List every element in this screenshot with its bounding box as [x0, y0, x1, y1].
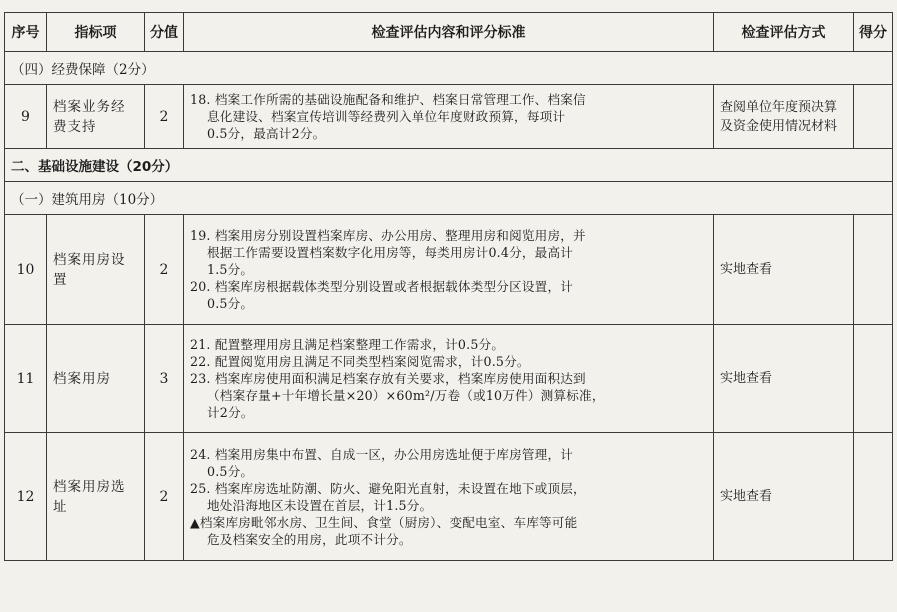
content-line: 0.5分。 [207, 296, 254, 311]
row-item: 档案用房选址 [47, 433, 145, 561]
section-row-infra [5, 149, 893, 182]
row-item: 档案用房 [47, 325, 145, 433]
row-defscore [854, 433, 893, 561]
table-row [5, 433, 893, 561]
row-score: 2 [145, 85, 184, 149]
content-line: 23. 档案库房使用面积满足档案存放有关要求，档案库房使用面积达到 [190, 371, 586, 386]
row-defscore [854, 85, 893, 149]
content-line: 息化建设、档案宣传培训等经费列入单位年度财政预算，每项计 [207, 109, 566, 124]
content-line: 1.5分。 [207, 262, 254, 277]
content-line: 危及档案安全的用房，此项不计分。 [207, 531, 412, 547]
section-title: （一）建筑用房（10分） [5, 182, 893, 215]
row-method: 实地查看 [714, 325, 854, 433]
content-line: 20. 档案库房根据载体类型分别设置或者根据载体类型分区设置，计 [190, 279, 574, 294]
table-row [5, 215, 893, 325]
table-row [5, 85, 893, 149]
content-line: （档案存量+十年增长量×20）×60m²/万卷（或10万件）测算标准， [207, 388, 605, 403]
header-seq: 序号 [5, 13, 47, 52]
content-line: 22. 配置阅览用房且满足不同类型档案阅览需求，计0.5分。 [190, 354, 530, 369]
row-seq: 12 [5, 433, 47, 561]
row-content [184, 433, 714, 561]
row-content [184, 215, 714, 325]
header-row [5, 13, 893, 52]
row-method: 查阅单位年度预决算及资金使用情况材料 [714, 85, 854, 149]
row-item: 档案业务经费支持 [47, 85, 145, 149]
content-line: 21. 配置整理用房且满足档案整理工作需求，计0.5分。 [190, 337, 505, 352]
row-seq: 10 [5, 215, 47, 325]
content-line: 18. 档案工作所需的基础设施配备和维护、档案日常管理工作、档案信 [190, 92, 586, 107]
row-seq: 9 [5, 85, 47, 149]
content-line: 计2分。 [207, 405, 254, 420]
row-method: 实地查看 [714, 215, 854, 325]
row-score: 2 [145, 433, 184, 561]
table-row [5, 325, 893, 433]
content-line: 0.5分。 [207, 463, 254, 479]
evaluation-table [4, 12, 893, 561]
section-row-building [5, 182, 893, 215]
header-method: 检查评估方式 [714, 13, 854, 52]
row-defscore [854, 215, 893, 325]
header-content: 检查评估内容和评分标准 [184, 13, 714, 52]
header-item: 指标项 [47, 13, 145, 52]
content-line: ▲档案库房毗邻水房、卫生间、食堂（厨房）、变配电室、车库等可能 [190, 514, 578, 530]
content-line: 24. 档案用房集中布置、自成一区，办公用房选址便于库房管理，计 [190, 446, 574, 462]
section-row-funding [5, 52, 893, 85]
content-line: 25. 档案库房选址防潮、防火、避免阳光直射，未设置在地下或顶层， [190, 480, 586, 496]
row-seq: 11 [5, 325, 47, 433]
content-line: 0.5分，最高计2分。 [207, 126, 326, 141]
section-title: 二、基础设施建设（20分） [5, 149, 893, 182]
row-content [184, 325, 714, 433]
row-score: 3 [145, 325, 184, 433]
header-score: 分值 [145, 13, 184, 52]
row-item: 档案用房设置 [47, 215, 145, 325]
row-defscore [854, 325, 893, 433]
header-defscore: 得分 [854, 13, 893, 52]
content-line: 地处沿海地区未设置在首层，计1.5分。 [207, 497, 433, 513]
content-line: 19. 档案用房分别设置档案库房、办公用房、整理用房和阅览用房，并 [190, 228, 586, 243]
row-score: 2 [145, 215, 184, 325]
content-line: 根据工作需要设置档案数字化用房等，每类用房计0.4分，最高计 [207, 245, 574, 260]
section-title: （四）经费保障（2分） [5, 52, 893, 85]
row-method: 实地查看 [714, 433, 854, 561]
row-content [184, 85, 714, 149]
